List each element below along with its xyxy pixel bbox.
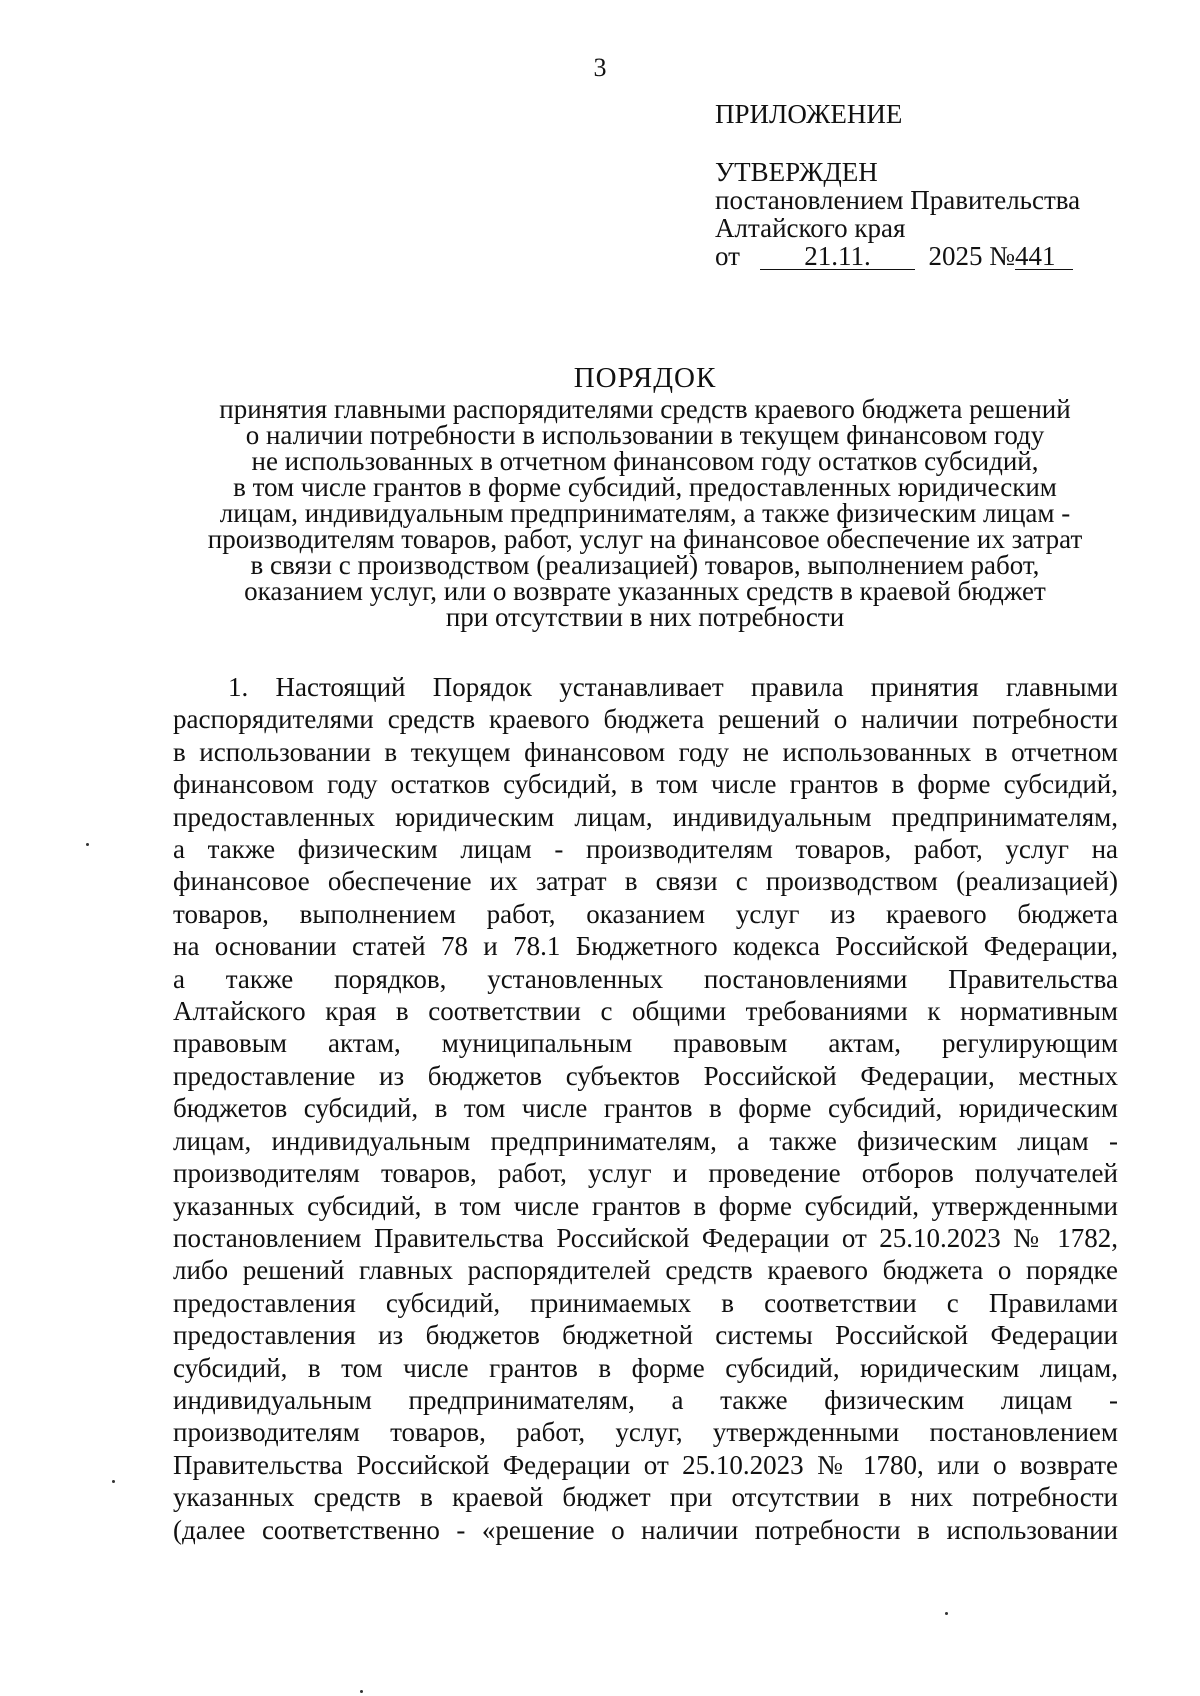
approval-block [715,100,1080,270]
document-title-block [170,360,1120,630]
body-line: а также порядков, установленных постановлениями Правительства [173,963,1118,994]
body-line: 1. Настоящий Порядок устанавливает правила принятия главными [228,672,1118,702]
body-line: Правительства Российской Федерации от 25.10.2023 № 1780, или о возврате [173,1449,1118,1480]
title-line: в связи с производством (реализацией) товаров, выполнением работ, [250,550,1040,580]
scan-speck [112,1480,115,1483]
title-line: лицам, индивидуальным предпринимателям, а также физическим лицам - [219,498,1071,528]
annex-label: ПРИЛОЖЕНИЕ [715,99,903,129]
approval-number: 441 [1015,243,1073,270]
body-line: предоставление из бюджетов субъектов Российской Федерации, местных [173,1060,1118,1091]
title-line: в том числе грантов в форме субсидий, предоставленных юридическим [233,472,1057,502]
approved-by-line-2: Алтайского края [715,213,906,243]
body-line: а также физическим лицам - производителям товаров, работ, услуг на [173,834,1118,865]
approved-label: УТВЕРЖДЕН [715,157,878,187]
body-line: индивидуальным предпринимателям, а также физическим лицам - [173,1384,1118,1415]
date-value: 21.11. [760,243,915,270]
body-line: правовым актам, муниципальным правовым актам, регулирующим [173,1028,1118,1059]
body-line: распорядителями средств краевого бюджета решений о наличии потребности [173,704,1118,735]
title-line: не использованных в отчетном финансовом году остатков субсидий, [251,446,1039,476]
title-line: принятия главными распорядителями средств краевого бюджета решений [219,394,1071,424]
title-line: при отсутствии в них потребности [445,602,845,632]
document-title: ПОРЯДОК [573,362,717,394]
body-line: указанных средств в краевой бюджет при отсутствии в них потребности [173,1482,1118,1513]
body-line: (далее соответственно - «решение о наличии потребности в использовании [173,1514,1118,1545]
body-line: товаров, выполнением работ, оказанием услуг из краевого бюджета [173,898,1118,929]
body-line: предоставления субсидий, принимаемых в соответствии с Правилами [173,1287,1118,1318]
body-line: лицам, индивидуальным предпринимателям, а также физическим лицам - [173,1125,1118,1156]
body-line: указанных субсидий, в том числе грантов в форме субсидий, утвержденными [173,1190,1118,1221]
title-line: о наличии потребности в использовании в текущем финансовом году [245,420,1045,450]
body-line: Алтайского края в соответствии с общими требованиями к нормативным [173,996,1118,1027]
page-number: 3 [593,53,607,82]
body-paragraph [173,671,1118,1546]
body-line: предоставления из бюджетов бюджетной системы Российской Федерации [173,1320,1118,1351]
body-line: либо решений главных распорядителей средств краевого бюджета о порядке [173,1255,1118,1286]
body-line: производителям товаров, работ, услуг и проведение отборов получателей [173,1158,1118,1189]
body-line: постановлением Правительства Российской Федерации от 25.10.2023 № 1782, [173,1222,1118,1253]
title-line: оказанием услуг, или о возврате указанных средств в краевой бюджет [244,576,1046,606]
body-line: производителям товаров, работ, услуг, утвержденными постановлением [173,1417,1118,1448]
scan-speck [945,1612,948,1615]
title-line: производителям товаров, работ, услуг на финансовое обеспечение их затрат [207,524,1083,554]
body-line: субсидий, в том числе грантов в форме субсидий, юридическим лицам, [173,1352,1118,1383]
body-line: бюджетов субсидий, в том числе грантов в форме субсидий, юридическим [173,1093,1118,1124]
body-line: на основании статей 78 и 78.1 Бюджетного кодекса Российской Федерации, [173,931,1118,962]
date-prefix: от [715,241,740,271]
scan-speck [86,843,89,846]
body-line: в использовании в текущем финансовом году не использованных в отчетном [173,736,1118,767]
scan-speck [360,1690,363,1693]
approval-date-line [715,242,1080,270]
approval-year: 2025 № [928,241,1015,271]
body-line: предоставленных юридическим лицам, индивидуальным предпринимателям, [173,801,1118,832]
approved-by-line-1: постановлением Правительства [715,185,1081,215]
body-line: финансовом году остатков субсидий, в том числе грантов в форме субсидий, [173,769,1118,800]
body-line: финансовое обеспечение их затрат в связи с производством (реализацией) [173,866,1118,897]
